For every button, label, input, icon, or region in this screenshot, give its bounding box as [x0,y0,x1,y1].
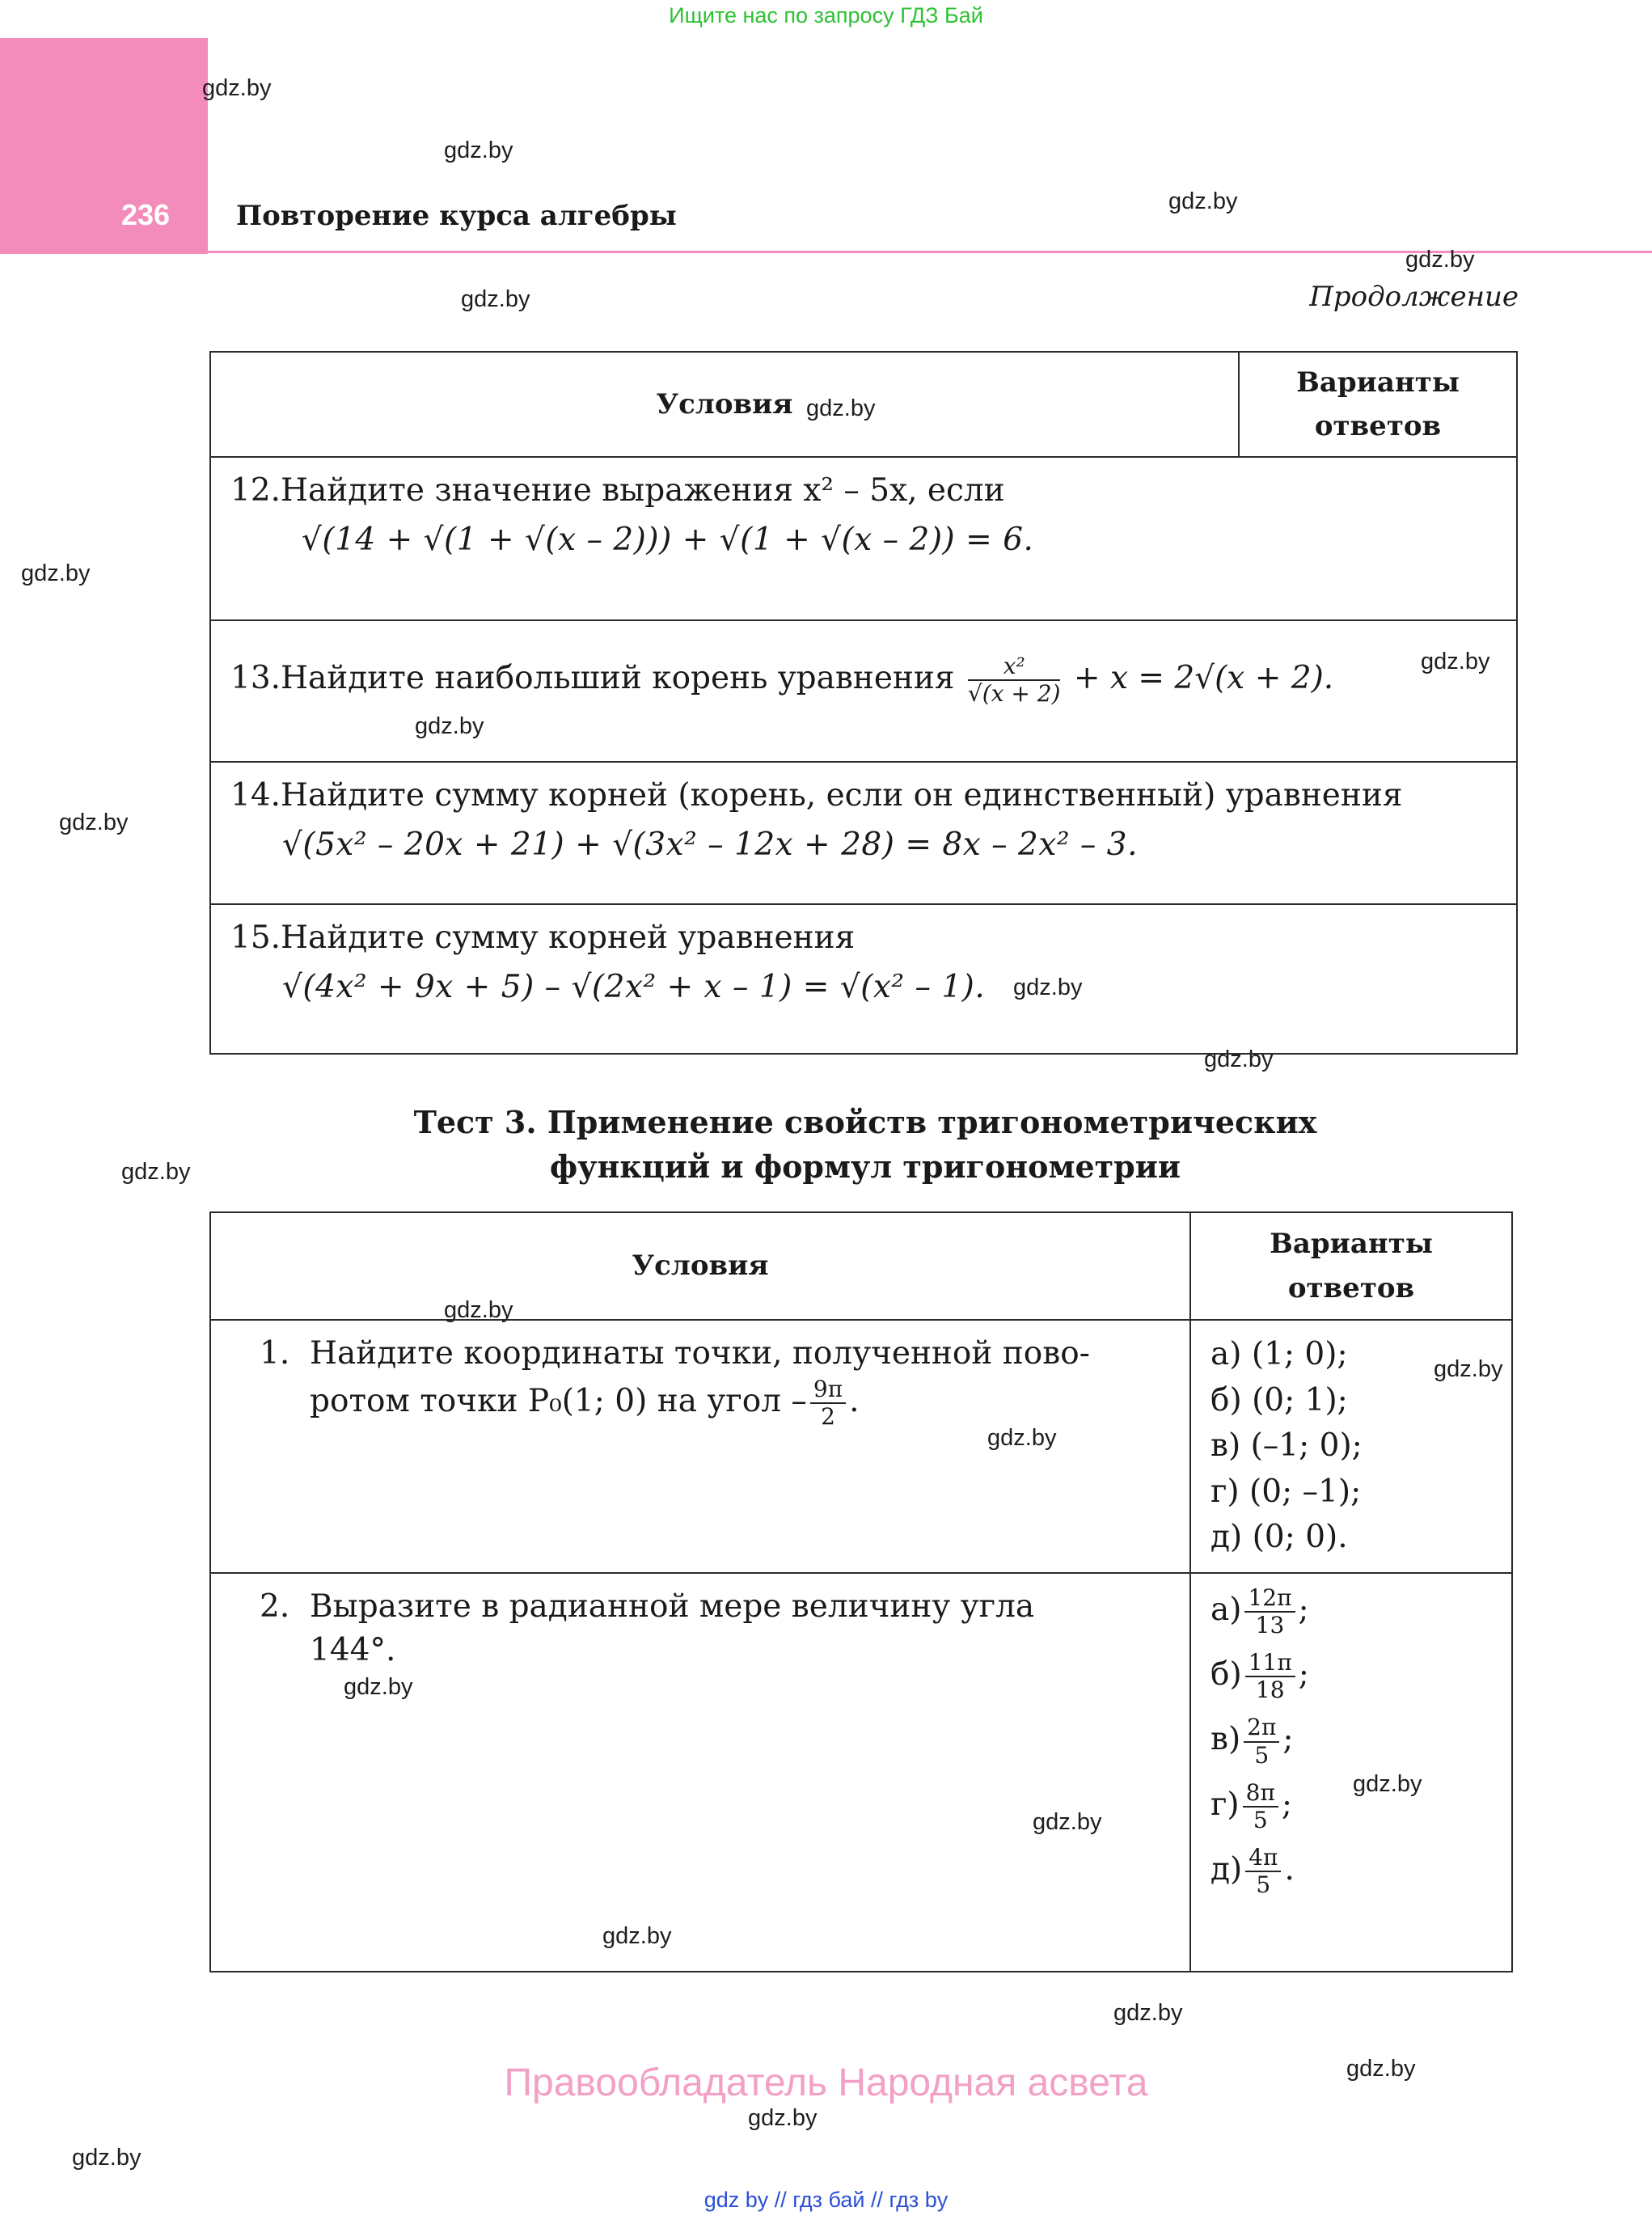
task-number: 2. [260,1588,290,1625]
task-row [210,457,1517,620]
section-title: Повторение курса алгебры [236,200,677,232]
task-number: 1. [260,1335,290,1372]
watermark: gdz.by [806,395,876,421]
watermark: gdz.by [461,286,530,312]
task-number: 13. [230,660,281,697]
watermark: gdz.by [1421,649,1490,674]
task-text: Найдите сумму корней (корень, если он единственный) уравнения [281,777,1403,814]
task-row [210,762,1517,904]
watermark: gdz.by [1204,1046,1274,1072]
watermark: gdz.by [748,2105,818,2131]
watermark: gdz.by [1013,975,1083,1000]
search-hint: Ищите нас по запросу ГДЗ Бай [669,3,983,27]
task-row: 1. Найдите координаты точки, полученной пово- ротом точки P₀(1; 0) на угол – $\frac{9\pi}{2}$ . а) (1; 0); б) (0; 1); в) (–1; 0); г) (0; –1); д) (0; 0). [210,1320,1512,1573]
watermark: gdz.by [444,1297,513,1323]
answer-option[interactable]: г) $\frac{8\pi}{5}$ ; [1210,1778,1293,1834]
answer-option[interactable]: а) $\frac{12\pi}{13}$ ; [1210,1583,1309,1638]
angle-fraction: $\frac{9\pi}{2}$ [810,1376,846,1430]
task-row [210,904,1517,1054]
task-text: ротом точки P₀(1; 0) на угол [310,1382,781,1419]
task-text: Найдите наибольший корень уравнения [281,660,955,697]
watermark: gdz.by [1434,1356,1503,1382]
answer-option[interactable]: д) (0; 0). [1210,1519,1348,1556]
watermark: gdz.by [415,713,484,739]
answers-header: Варианты ответов [1190,1212,1512,1320]
answer-option[interactable]: в) $\frac{2\pi}{5}$ ; [1210,1714,1294,1769]
watermark: gdz.by [602,1923,672,1949]
watermark: gdz.by [1346,2056,1416,2082]
watermark: gdz.by [202,75,272,101]
watermark: gdz.by [1113,2000,1183,2026]
answer-option[interactable]: в) (–1; 0); [1210,1427,1363,1465]
watermark: gdz.by [344,1674,413,1700]
footer-links[interactable]: gdz by // гдз бай // гдз by [703,2188,949,2212]
answer-options [1190,1573,1512,1972]
watermark: gdz.by [444,137,513,163]
task-number: 14. [230,777,281,814]
conditions-header: Условия [210,1212,1190,1320]
watermark: gdz.by [59,810,129,835]
page-corner-block [0,38,208,254]
answer-option[interactable]: б) $\frac{11\pi}{18}$ ; [1210,1649,1309,1704]
watermark: gdz.by [1405,247,1475,273]
task-number: 12. [230,472,281,509]
answer-option[interactable]: д) $\frac{4\pi}{5}$ . [1210,1844,1295,1899]
task-text: 144°. [310,1632,396,1669]
watermark: gdz.by [21,560,91,586]
copyright-holder: Правообладатель Народная асвета [504,2061,1148,2104]
answers-header: Варианты ответов [1239,352,1517,457]
page-number: 236 [121,198,171,231]
continuation-label: Продолжение [1309,281,1519,313]
watermark: gdz.by [121,1159,191,1185]
test3-table [209,1211,1513,1972]
watermark: gdz.by [1353,1771,1422,1797]
task-text: Выразите в радианной мере величину угла [310,1588,1035,1625]
watermark: gdz.by [987,1425,1057,1451]
task-formula: √(4x² + 9x + 5) – √(2x² + x – 1) = √(x² – 1). [282,968,986,1005]
answer-option[interactable]: а) (1; 0); [1210,1336,1348,1372]
answer-option[interactable]: б) (0; 1); [1210,1381,1348,1419]
watermark: gdz.by [72,2145,142,2171]
task-formula: + x = 2√(x + 2). [1073,660,1334,697]
watermark: gdz.by [1168,188,1238,214]
test-title: Тест 3. Применение свойств тригонометрических функций и формул тригонометрии [413,1104,1317,1186]
task-formula: √(14 + √(1 + √(x – 2))) + √(1 + √(x – 2)) = 6. [302,521,1034,558]
watermark: gdz.by [1033,1809,1102,1835]
task-number: 15. [230,920,281,956]
task-text: Найдите координаты точки, полученной пово- [310,1335,1090,1372]
answer-options [1190,1320,1512,1573]
task-text: Найдите сумму корней уравнения [281,920,856,956]
tasks-table-continued [209,351,1518,1055]
answer-option[interactable]: г) (0; –1); [1210,1473,1362,1510]
task-fraction: $\frac{\text{x²}}{√(x + 2)}$ [967,653,1061,708]
task-formula: √(5x² – 20x + 21) + √(3x² – 12x + 28) = 8x – 2x² – 3. [282,826,1138,863]
task-row [210,1573,1512,1972]
task-row [210,620,1517,762]
conditions-header: Условия [210,352,1239,457]
task-text: Найдите значение выражения x² – 5x, если [281,472,1005,509]
